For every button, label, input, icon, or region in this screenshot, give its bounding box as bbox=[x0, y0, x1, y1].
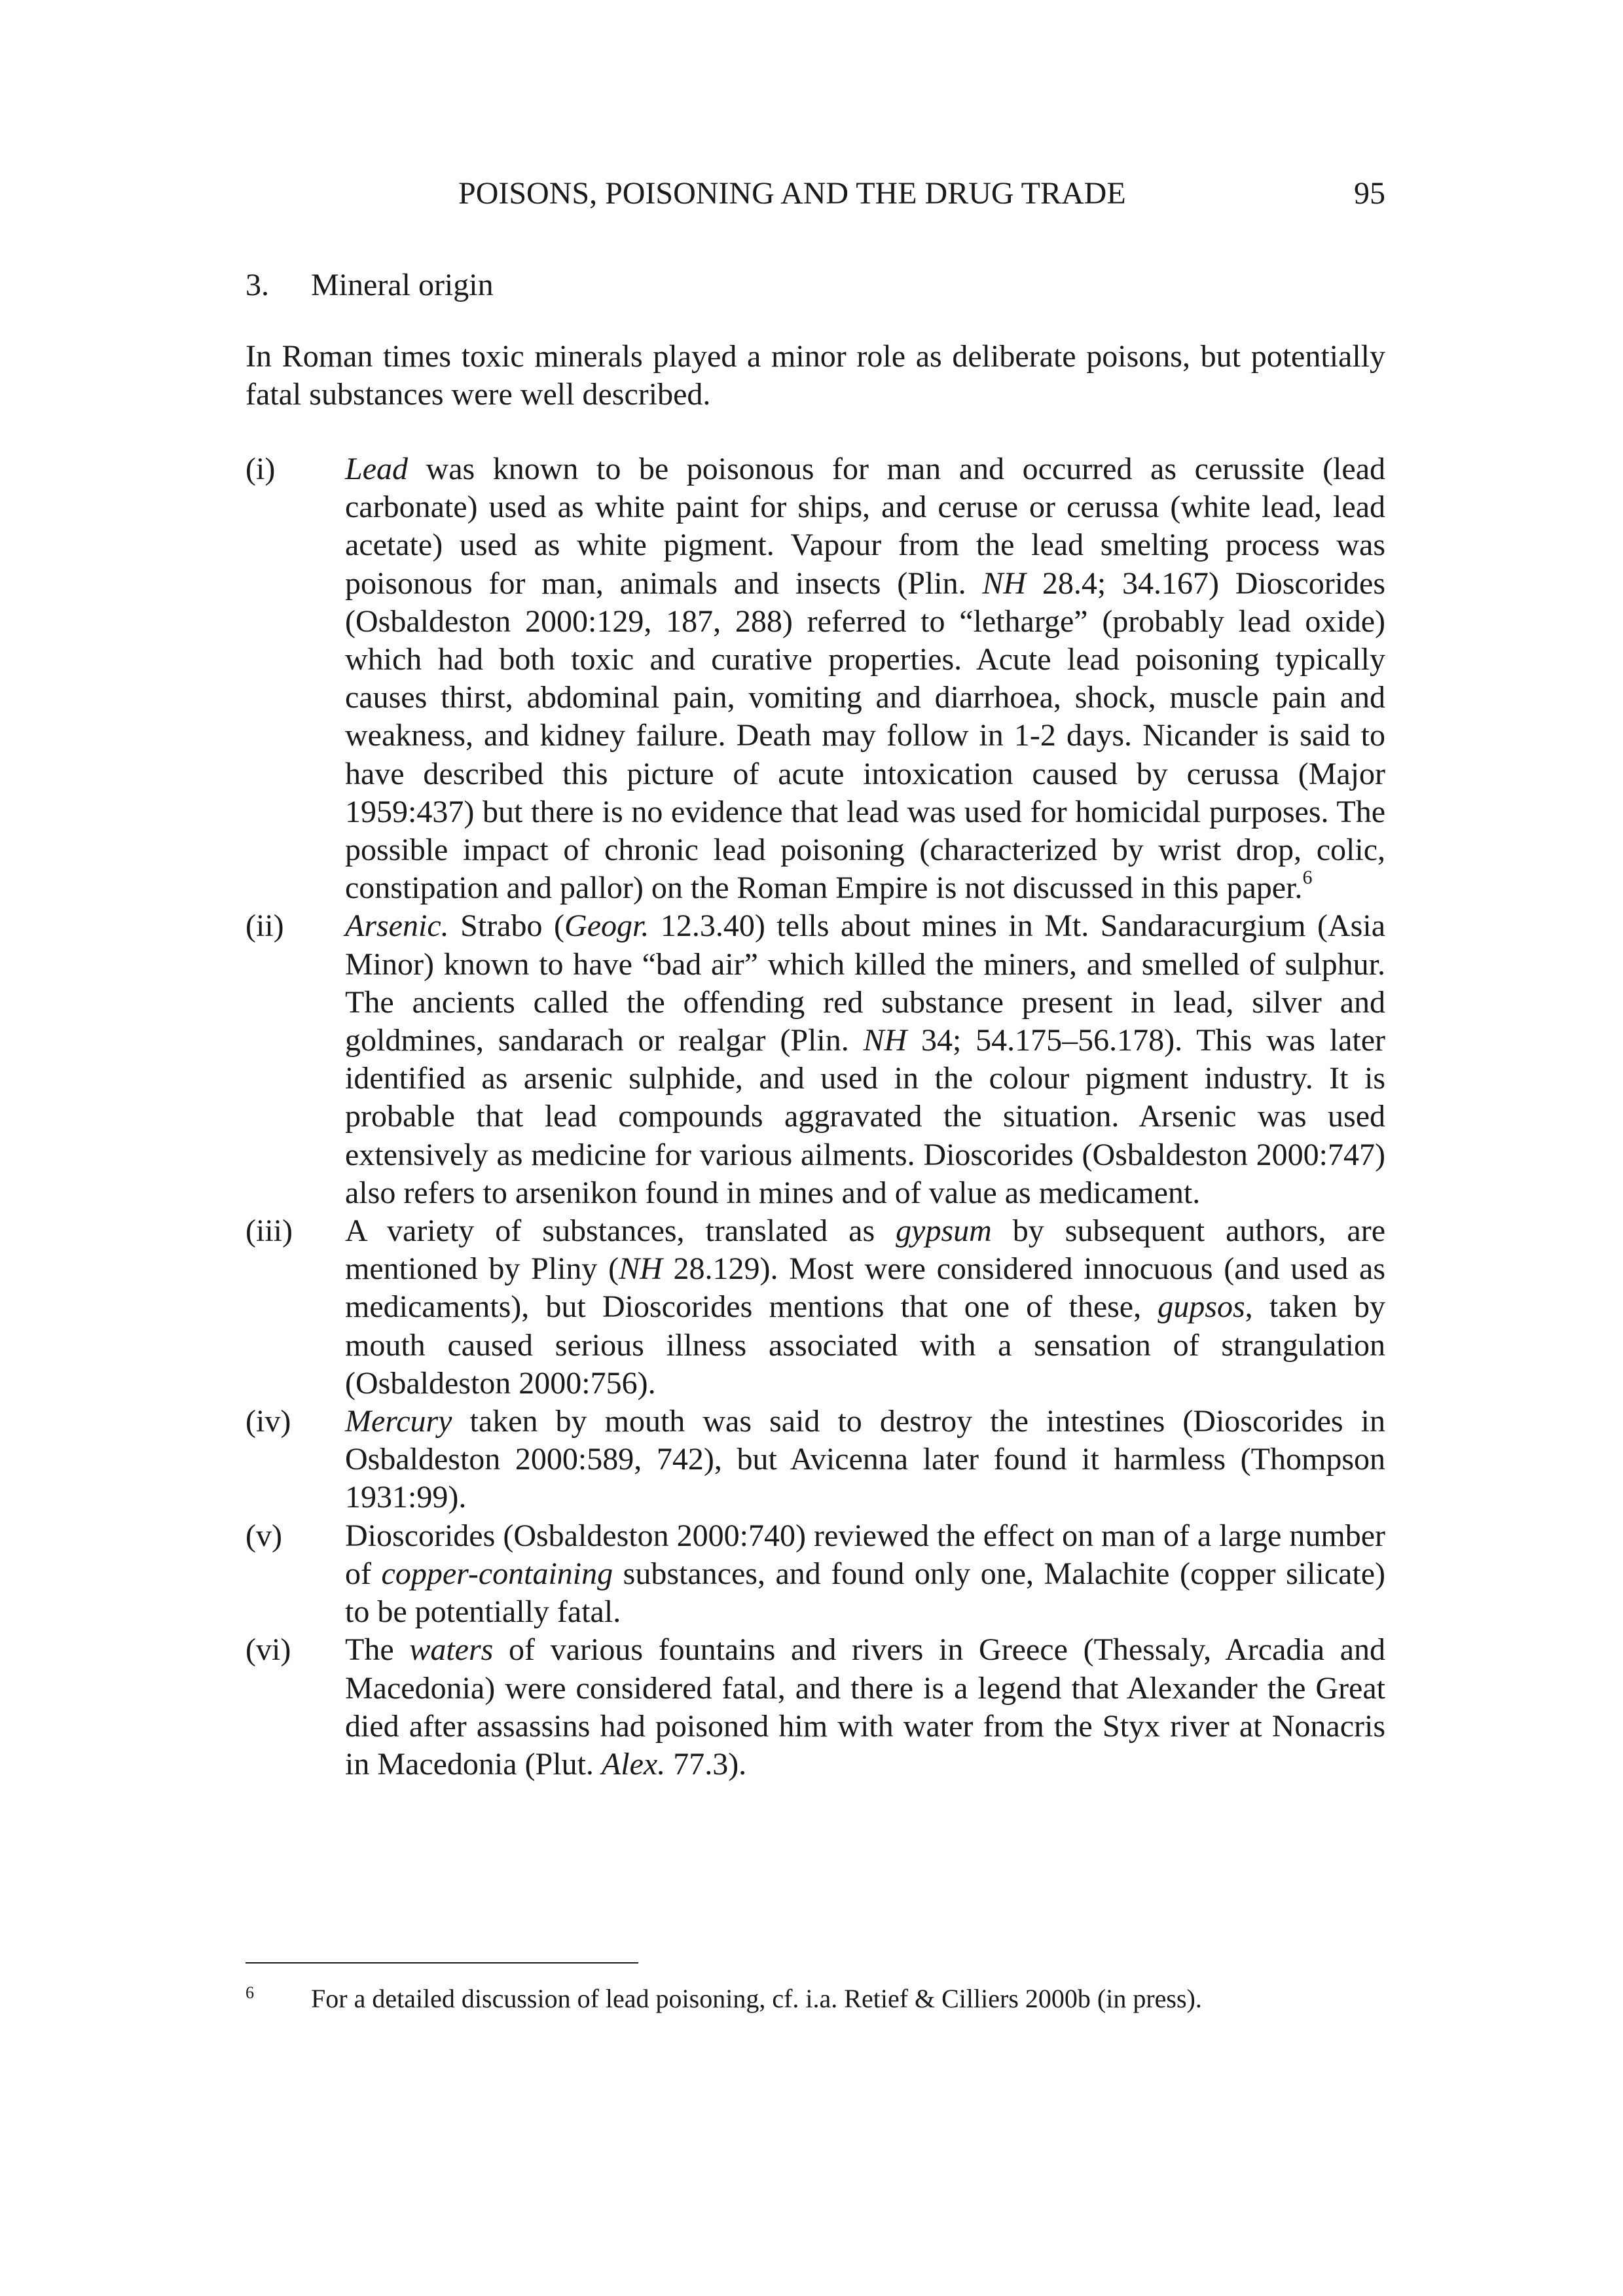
list-item-label: (ii) bbox=[246, 908, 284, 944]
italic-text: Mercury bbox=[345, 1404, 452, 1439]
section-title: Mineral origin bbox=[311, 268, 494, 302]
section-number: 3. bbox=[246, 268, 269, 302]
footnote-rule bbox=[246, 1962, 638, 1964]
list-item-label: (i) bbox=[246, 452, 276, 486]
running-head bbox=[0, 175, 1623, 215]
text-segment: taken by mouth was said to destroy the intestines (Dioscorides in Osbaldeston 2000:589, 742), but Avicenna later found it harmless (Thompson 1931:99). bbox=[345, 1404, 1385, 1515]
list-item bbox=[246, 1403, 1385, 1517]
footnote bbox=[246, 1983, 1385, 2015]
italic-text: waters bbox=[409, 1632, 494, 1668]
list-item bbox=[246, 450, 1385, 907]
text-segment: 28.4; 34.167) Dioscorides (Osbaldeston 2000:129, 187, 288) referred to “letharge” (probably lead oxide) which had both toxic and curative properties. Acute lead poisoning typically causes thirst, abdominal pain, vomiting and diarrhoea, shock, muscle pain and weakness, and kidney failure. Death may follow in 1-2 days. Nicander is said to have described this picture of acute intoxication caused by cerussa (Major 1959:437) but there is no evidence that lead was used for homicidal purposes. The possible impact of chronic lead poisoning (characterized by wrist drop, colic, constipation and pallor) on the Roman Empire is not discussed in this paper. bbox=[345, 565, 1385, 906]
text-segment: Dioscorides (Osbaldeston 2000:740) reviewed the effect on man of a large number of bbox=[345, 1518, 1385, 1591]
text-segment: 34; 54.175–56.178). This was later identified as arsenic sulphide, and used in the colour pigment industry. It is probable that lead compounds aggravated the situation. Arsenic was used extensively as medicine for various ailments. Dioscorides (Osbaldeston 2000:747) also refers to arsenikon found in mines and of value as medicament. bbox=[345, 1023, 1385, 1210]
text-segment: was known to be poisonous for man and occurred as cerussite (lead carbonate) used as white paint for ships, and ceruse or cerussa (white lead, lead acetate) used as white pigment. Vapour from the lead smelting process was poisonous for man, animals and insects (Plin. bbox=[345, 452, 1385, 601]
text-segment: 77.3). bbox=[665, 1746, 747, 1782]
footnote-mark: 6 bbox=[246, 1983, 254, 2002]
text-segment: 12.3.40) tells about mines in Mt. Sandaracurgium (Asia Minor) known to have “bad air” which killed the miners, and smelled of sulphur. The ancients called the offending red substance present in lead, silver and goldmines, sandarach or realgar (Plin. bbox=[345, 908, 1386, 1058]
list-item-body bbox=[345, 1403, 1385, 1517]
italic-text: NH bbox=[619, 1251, 663, 1287]
footnote-reference: 6 bbox=[1302, 867, 1313, 889]
text-segment: A variety of substances, translated as bbox=[345, 1213, 896, 1249]
text-segment: substances, and found only one, Malachite (copper silicate) to be potentially fatal. bbox=[345, 1556, 1386, 1630]
list-item-body bbox=[345, 1517, 1385, 1632]
list-item bbox=[246, 1517, 1385, 1632]
italic-text: gypsum bbox=[896, 1213, 992, 1249]
text-segment: , taken by mouth caused serious illness associated with a sensation of strangulation (Osbaldeston 2000:756). bbox=[345, 1289, 1385, 1401]
list-item bbox=[246, 907, 1385, 1212]
text-segment: 28.129). Most were considered innocuous (and used as medicaments), but Dioscorides mentions that one of these, bbox=[345, 1251, 1385, 1325]
text-segment: by subsequent authors, are mentioned by Pliny ( bbox=[345, 1213, 1386, 1287]
italic-text: NH bbox=[982, 565, 1027, 601]
list-item-label: (iii) bbox=[246, 1213, 293, 1249]
list-item-label: (vi) bbox=[246, 1632, 291, 1668]
text-segment: of various fountains and rivers in Greece (Thessaly, Arcadia and Macedonia) were considered fatal, and there is a legend that Alexander the Great died after assassins had poisoned him with water from the Styx river at Nonacris in Macedonia (Plut. bbox=[345, 1632, 1386, 1782]
italic-text: gupsos bbox=[1158, 1289, 1245, 1325]
list-item-body bbox=[345, 1212, 1385, 1403]
footnote-text: For a detailed discussion of lead poisoning, cf. i.a. Retief & Cilliers 2000b (in press). bbox=[311, 1984, 1202, 2013]
list-item-body bbox=[345, 450, 1385, 907]
list-item bbox=[246, 1212, 1385, 1403]
italic-text: NH bbox=[863, 1023, 907, 1058]
list-item-label: (iv) bbox=[246, 1404, 291, 1439]
section-heading bbox=[246, 267, 494, 303]
italic-text: Alex. bbox=[601, 1746, 666, 1782]
running-title: POISONS, POISONING AND THE DRUG TRADE bbox=[458, 176, 1126, 211]
intro-paragraph: In Roman times toxic minerals played a minor role as deliberate poisons, but potentially fatal substances were well described. bbox=[246, 339, 1385, 412]
italic-text: Geogr. bbox=[564, 908, 649, 944]
text-segment: The bbox=[345, 1632, 410, 1668]
list-item-label: (v) bbox=[246, 1518, 282, 1553]
item-list bbox=[246, 450, 1385, 1784]
page-number: 95 bbox=[1354, 176, 1385, 211]
italic-text: Lead bbox=[345, 452, 408, 486]
text-segment: Strabo ( bbox=[448, 908, 565, 944]
list-item bbox=[246, 1631, 1385, 1784]
italic-text: copper-containing bbox=[381, 1556, 613, 1591]
list-item-body bbox=[345, 1631, 1385, 1784]
italic-text: Arsenic. bbox=[345, 908, 449, 944]
list-item-body bbox=[345, 907, 1385, 1212]
